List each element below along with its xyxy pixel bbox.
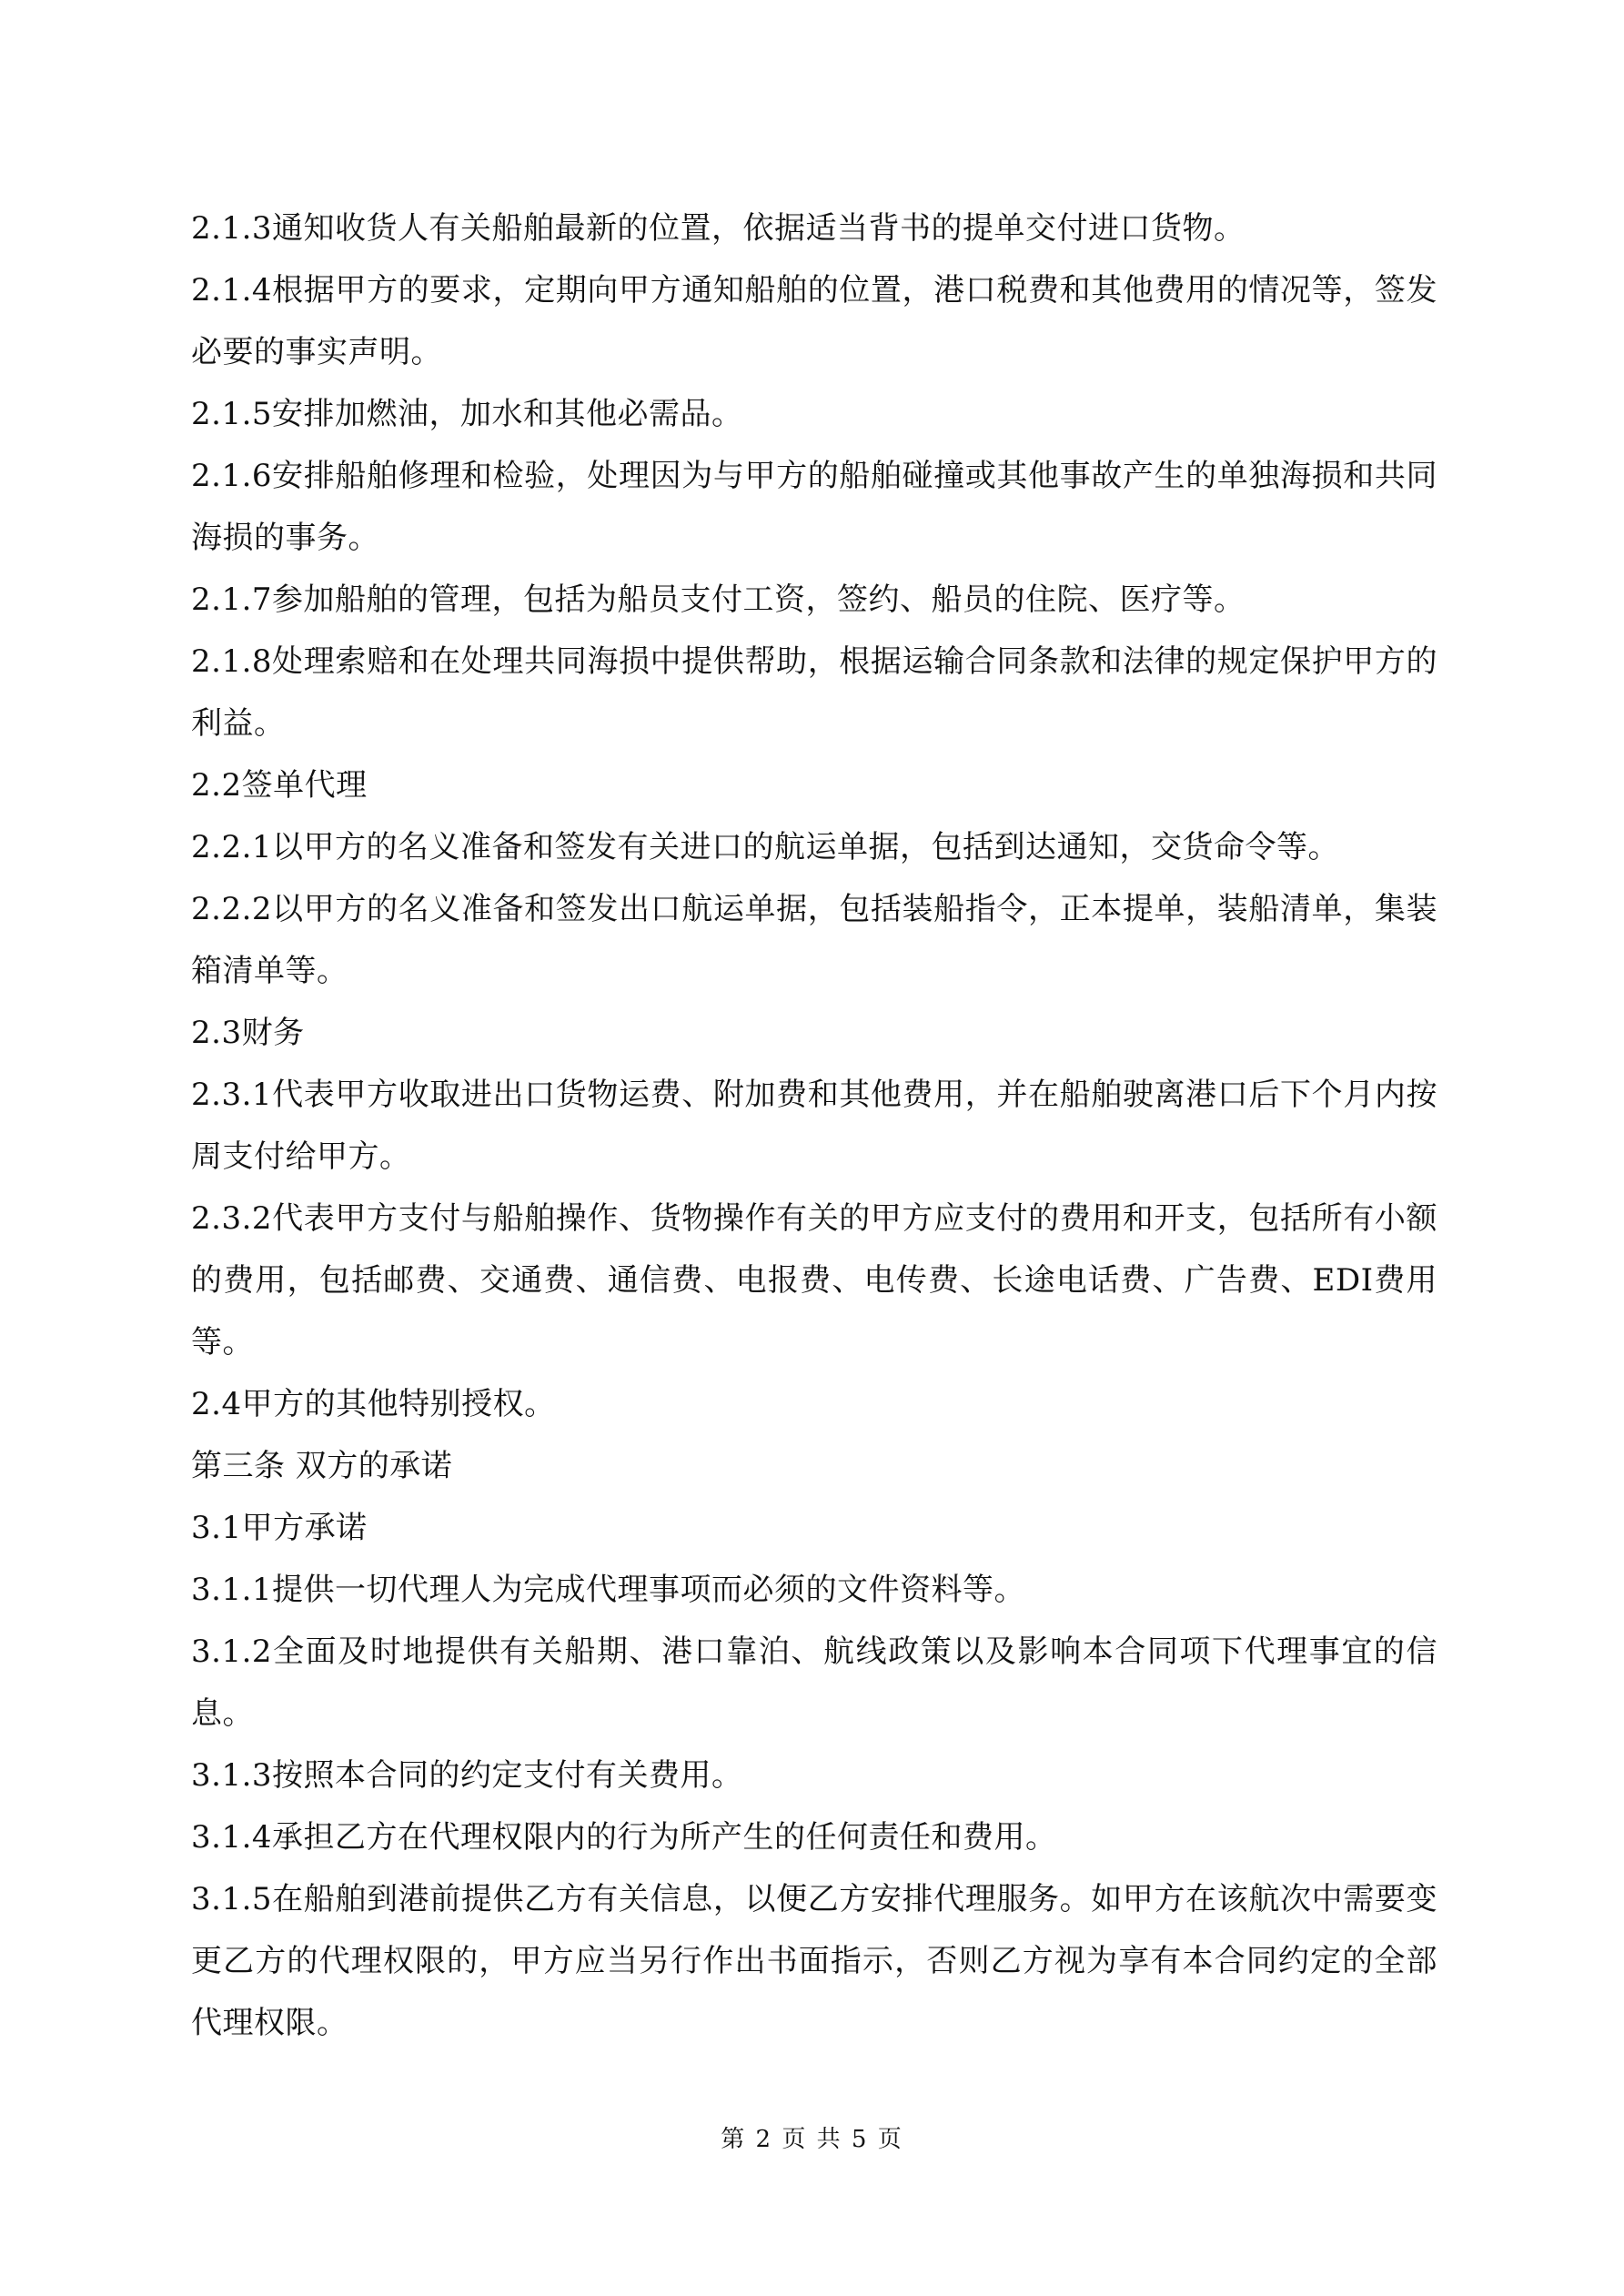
document-body — [191, 197, 1437, 2054]
section-2-2-heading: 2.2签单代理 — [191, 767, 368, 804]
clause-2-1-4: 2.1.4根据甲方的要求，定期向甲方通知船舶的位置，港口税费和其他费用的情况等，签发必要的事实声明。 — [191, 272, 1437, 370]
clause-3-1-5: 3.1.5在船舶到港前提供乙方有关信息，以便乙方安排代理服务。如甲方在该航次中需要变更乙方的代理权限的，甲方应当另行作出书面指示，否则乙方视为享有本合同约定的全部代理权限。 — [191, 1881, 1437, 2041]
clause-2-1-8: 2.1.8处理索赔和在处理共同海损中提供帮助，根据运输合同条款和法律的规定保护甲方的利益。 — [191, 643, 1437, 742]
clause-2-2-2: 2.2.2以甲方的名义准备和签发出口航运单据，包括装船指令，正本提单，装船清单，集装箱清单等。 — [191, 891, 1437, 989]
clause-2-1-6: 2.1.6安排船舶修理和检验，处理因为与甲方的船舶碰撞或其他事故产生的单独海损和共同海损的事务。 — [191, 458, 1437, 556]
section-2-3-heading: 2.3财务 — [191, 1015, 305, 1051]
page-number-footer: 第 2 页 共 5 页 — [721, 2126, 903, 2153]
clause-2-1-5: 2.1.5安排加燃油，加水和其他必需品。 — [191, 396, 743, 432]
clause-2-1-3: 2.1.3通知收货人有关船舶最新的位置，依据适当背书的提单交付进口货物。 — [191, 210, 1246, 247]
clause-2-4: 2.4甲方的其他特别授权。 — [191, 1386, 556, 1422]
clause-2-3-2: 2.3.2代表甲方支付与船舶操作、货物操作有关的甲方应支付的费用和开支，包括所有小额的费用，包括邮费、交通费、通信费、电报费、电传费、长途电话费、广告费、EDI费用等。 — [191, 1200, 1437, 1360]
article-3-heading: 第三条 双方的承诺 — [191, 1448, 453, 1484]
clause-3-1-4: 3.1.4承担乙方在代理权限内的行为所产生的任何责任和费用。 — [191, 1819, 1057, 1856]
section-3-1-heading: 3.1甲方承诺 — [191, 1510, 368, 1546]
clause-3-1-1: 3.1.1提供一切代理人为完成代理事项而必须的文件资料等。 — [191, 1572, 1026, 1608]
clause-3-1-3: 3.1.3按照本合同的约定支付有关费用。 — [191, 1757, 743, 1794]
clause-2-1-7: 2.1.7参加船舶的管理，包括为船员支付工资，签约、船员的住院、医疗等。 — [191, 582, 1246, 618]
clause-2-2-1: 2.2.1以甲方的名义准备和签发有关进口的航运单据，包括到达通知，交货命令等。 — [191, 829, 1340, 865]
clause-3-1-2: 3.1.2全面及时地提供有关船期、港口靠泊、航线政策以及影响本合同项下代理事宜的信息。 — [191, 1633, 1437, 1732]
clause-2-3-1: 2.3.1代表甲方收取进出口货物运费、附加费和其他费用，并在船舶驶离港口后下个月内按周支付给甲方。 — [191, 1077, 1437, 1175]
